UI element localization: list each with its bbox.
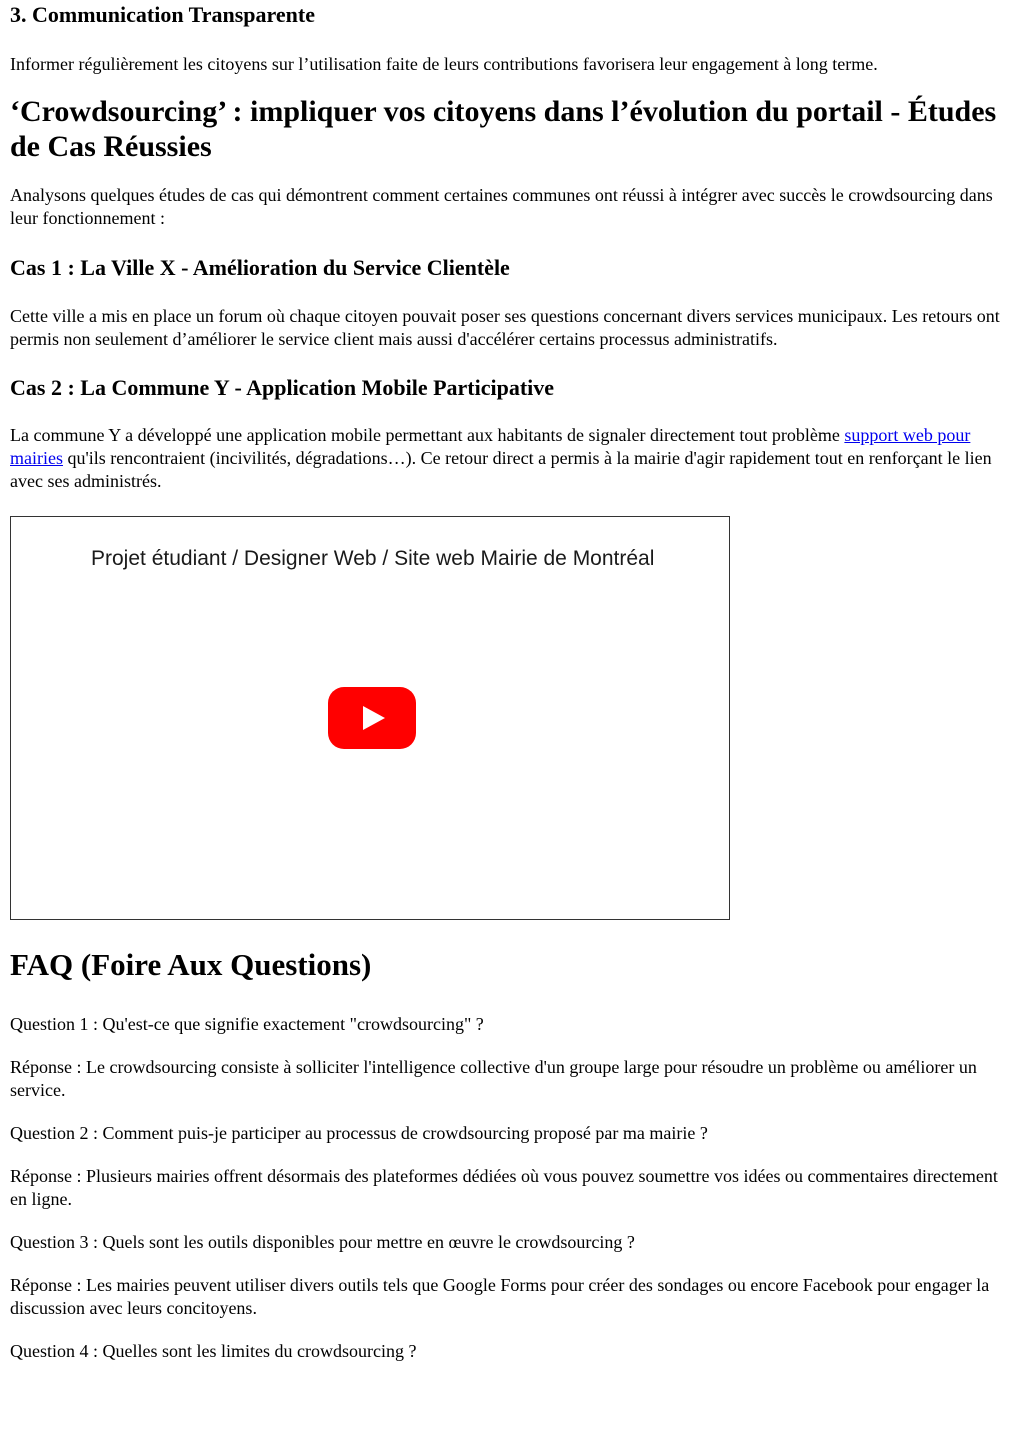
faq-answer-3: Réponse : Les mairies peuvent utiliser divers outils tels que Google Forms pour créer des sondages ou encore Facebook pour engager la discussion avec leurs concitoyens. xyxy=(10,1275,990,1318)
paragraph-communication: Informer régulièrement les citoyens sur l’utilisation faite de leurs contributions favorisera leur engagement à long terme. xyxy=(10,54,878,74)
faq-question-1: Question 1 : Qu'est-ce que signifie exactement "crowdsourcing" ? xyxy=(10,1014,484,1034)
faq-heading: FAQ (Foire Aux Questions) xyxy=(10,947,372,982)
case-paragraph-2 xyxy=(10,424,1014,493)
video-embed[interactable] xyxy=(10,516,730,920)
case-paragraph-2-text-start: La commune Y a développé une application mobile permettant aux habitants de signaler directement tout problème xyxy=(10,425,845,445)
section-heading-communication: 3. Communication Transparente xyxy=(10,2,315,27)
case-heading-2: Cas 2 : La Commune Y - Application Mobile Participative xyxy=(10,375,555,400)
support-web-link[interactable]: support web pour mairies xyxy=(10,425,971,468)
faq-question-3: Question 3 : Quels sont les outils disponibles pour mettre en œuvre le crowdsourcing ? xyxy=(10,1232,635,1252)
faq-question-4: Question 4 : Quelles sont les limites du crowdsourcing ? xyxy=(10,1341,417,1361)
case-heading-1: Cas 1 : La Ville X - Amélioration du Service Clientèle xyxy=(10,255,510,280)
section-heading-crowdsourcing: ‘Crowdsourcing’ : impliquer vos citoyens dans l’évolution du portail - Études de Cas Réussies xyxy=(10,95,997,163)
video-title[interactable]: Projet étudiant / Designer Web / Site web Mairie de Montréal xyxy=(91,547,655,570)
case-paragraph-2-text-end: qu'ils rencontraient (incivilités, dégradations…). Ce retour direct a permis à la mairie d'agir rapidement tout en renforçant le lien avec ses administrés. xyxy=(10,448,992,491)
paragraph-intro: Analysons quelques études de cas qui démontrent comment certaines communes ont réussi à intégrer avec succès le crowdsourcing dans leur fonctionnement : xyxy=(10,185,993,228)
youtube-play-icon[interactable] xyxy=(328,687,416,749)
case-paragraph-1: Cette ville a mis en place un forum où chaque citoyen pouvait poser ses questions concernant divers services municipaux. Les retours ont permis non seulement d’améliorer le service client mais aussi d'accélérer certains processus administratifs. xyxy=(10,306,1000,349)
faq-answer-1: Réponse : Le crowdsourcing consiste à solliciter l'intelligence collective d'un groupe large pour résoudre un problème ou améliorer un service. xyxy=(10,1057,977,1100)
faq-answer-2: Réponse : Plusieurs mairies offrent désormais des plateformes dédiées où vous pouvez soumettre vos idées ou commentaires directement en ligne. xyxy=(10,1166,998,1209)
faq-question-2: Question 2 : Comment puis-je participer au processus de crowdsourcing proposé par ma mairie ? xyxy=(10,1123,708,1143)
